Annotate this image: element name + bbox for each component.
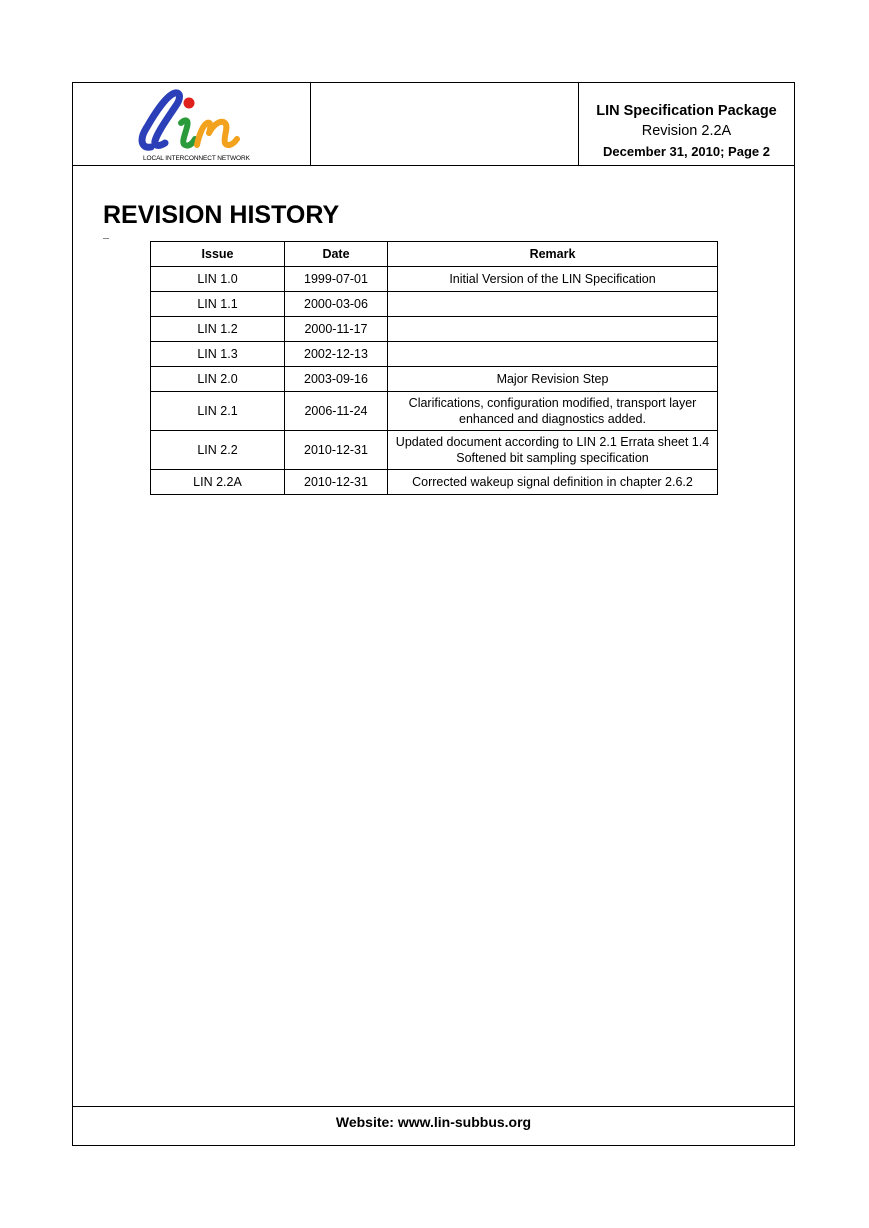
logo-caption: LOCAL INTERCONNECT NETWORK [143, 155, 250, 162]
cell-issue: LIN 2.2 [151, 431, 285, 470]
cell-remark [388, 292, 718, 317]
cell-remark: Corrected wakeup signal definition in chapter 2.6.2 [388, 470, 718, 495]
table-row [151, 292, 718, 317]
header-info-cell [579, 83, 794, 165]
header-date: Date [285, 242, 388, 267]
cell-remark: Major Revision Step [388, 367, 718, 392]
cell-date: 2006-11-24 [285, 392, 388, 431]
page-header [73, 83, 794, 166]
cell-remark [388, 317, 718, 342]
cell-issue: LIN 2.2A [151, 470, 285, 495]
table-row [151, 367, 718, 392]
cell-remark [388, 431, 718, 470]
table-row [151, 267, 718, 292]
logo-letter-l [142, 93, 179, 147]
cell-issue: LIN 1.2 [151, 317, 285, 342]
cell-issue: LIN 1.1 [151, 292, 285, 317]
remark-line: Softened bit sampling specification [456, 451, 649, 465]
footer-divider [73, 1106, 794, 1107]
package-title: LIN Specification Package [596, 103, 777, 119]
cell-date: 2000-03-06 [285, 292, 388, 317]
cell-issue: LIN 2.0 [151, 367, 285, 392]
date-page-label: December 31, 2010; Page 2 [603, 144, 770, 159]
header-issue: Issue [151, 242, 285, 267]
table-row [151, 317, 718, 342]
logo-letter-n [197, 122, 237, 145]
lin-logo [137, 89, 247, 155]
cell-date: 2002-12-13 [285, 342, 388, 367]
cell-remark [388, 392, 718, 431]
cell-issue: LIN 2.1 [151, 392, 285, 431]
remark-line: Updated document according to LIN 2.1 Errata sheet 1.4 [395, 435, 710, 449]
section-title: REVISION HISTORY [103, 201, 340, 229]
cell-remark [388, 342, 718, 367]
table-row [151, 470, 718, 495]
revision-history-table [150, 241, 718, 495]
table-row [151, 392, 718, 431]
footer-website: Website: www.lin-subbus.org [335, 1114, 532, 1130]
header-empty-cell [311, 83, 579, 165]
logo-letter-i [181, 120, 195, 145]
table-row [151, 342, 718, 367]
header-remark: Remark [388, 242, 718, 267]
table-row [151, 431, 718, 470]
remark-line: enhanced and diagnostics added. [459, 412, 646, 426]
cell-issue: LIN 1.3 [151, 342, 285, 367]
margin-mark [103, 238, 109, 239]
cell-date: 2000-11-17 [285, 317, 388, 342]
cell-date: 2003-09-16 [285, 367, 388, 392]
revision-label: Revision 2.2A [641, 123, 732, 139]
cell-issue: LIN 1.0 [151, 267, 285, 292]
logo-letter-i-dot [184, 98, 195, 109]
cell-date: 1999-07-01 [285, 267, 388, 292]
cell-remark: Initial Version of the LIN Specification [388, 267, 718, 292]
header-logo-cell [73, 83, 311, 165]
table-header-row [151, 242, 718, 267]
cell-date: 2010-12-31 [285, 470, 388, 495]
remark-line: Clarifications, configuration modified, transport layer [408, 396, 697, 410]
cell-date: 2010-12-31 [285, 431, 388, 470]
